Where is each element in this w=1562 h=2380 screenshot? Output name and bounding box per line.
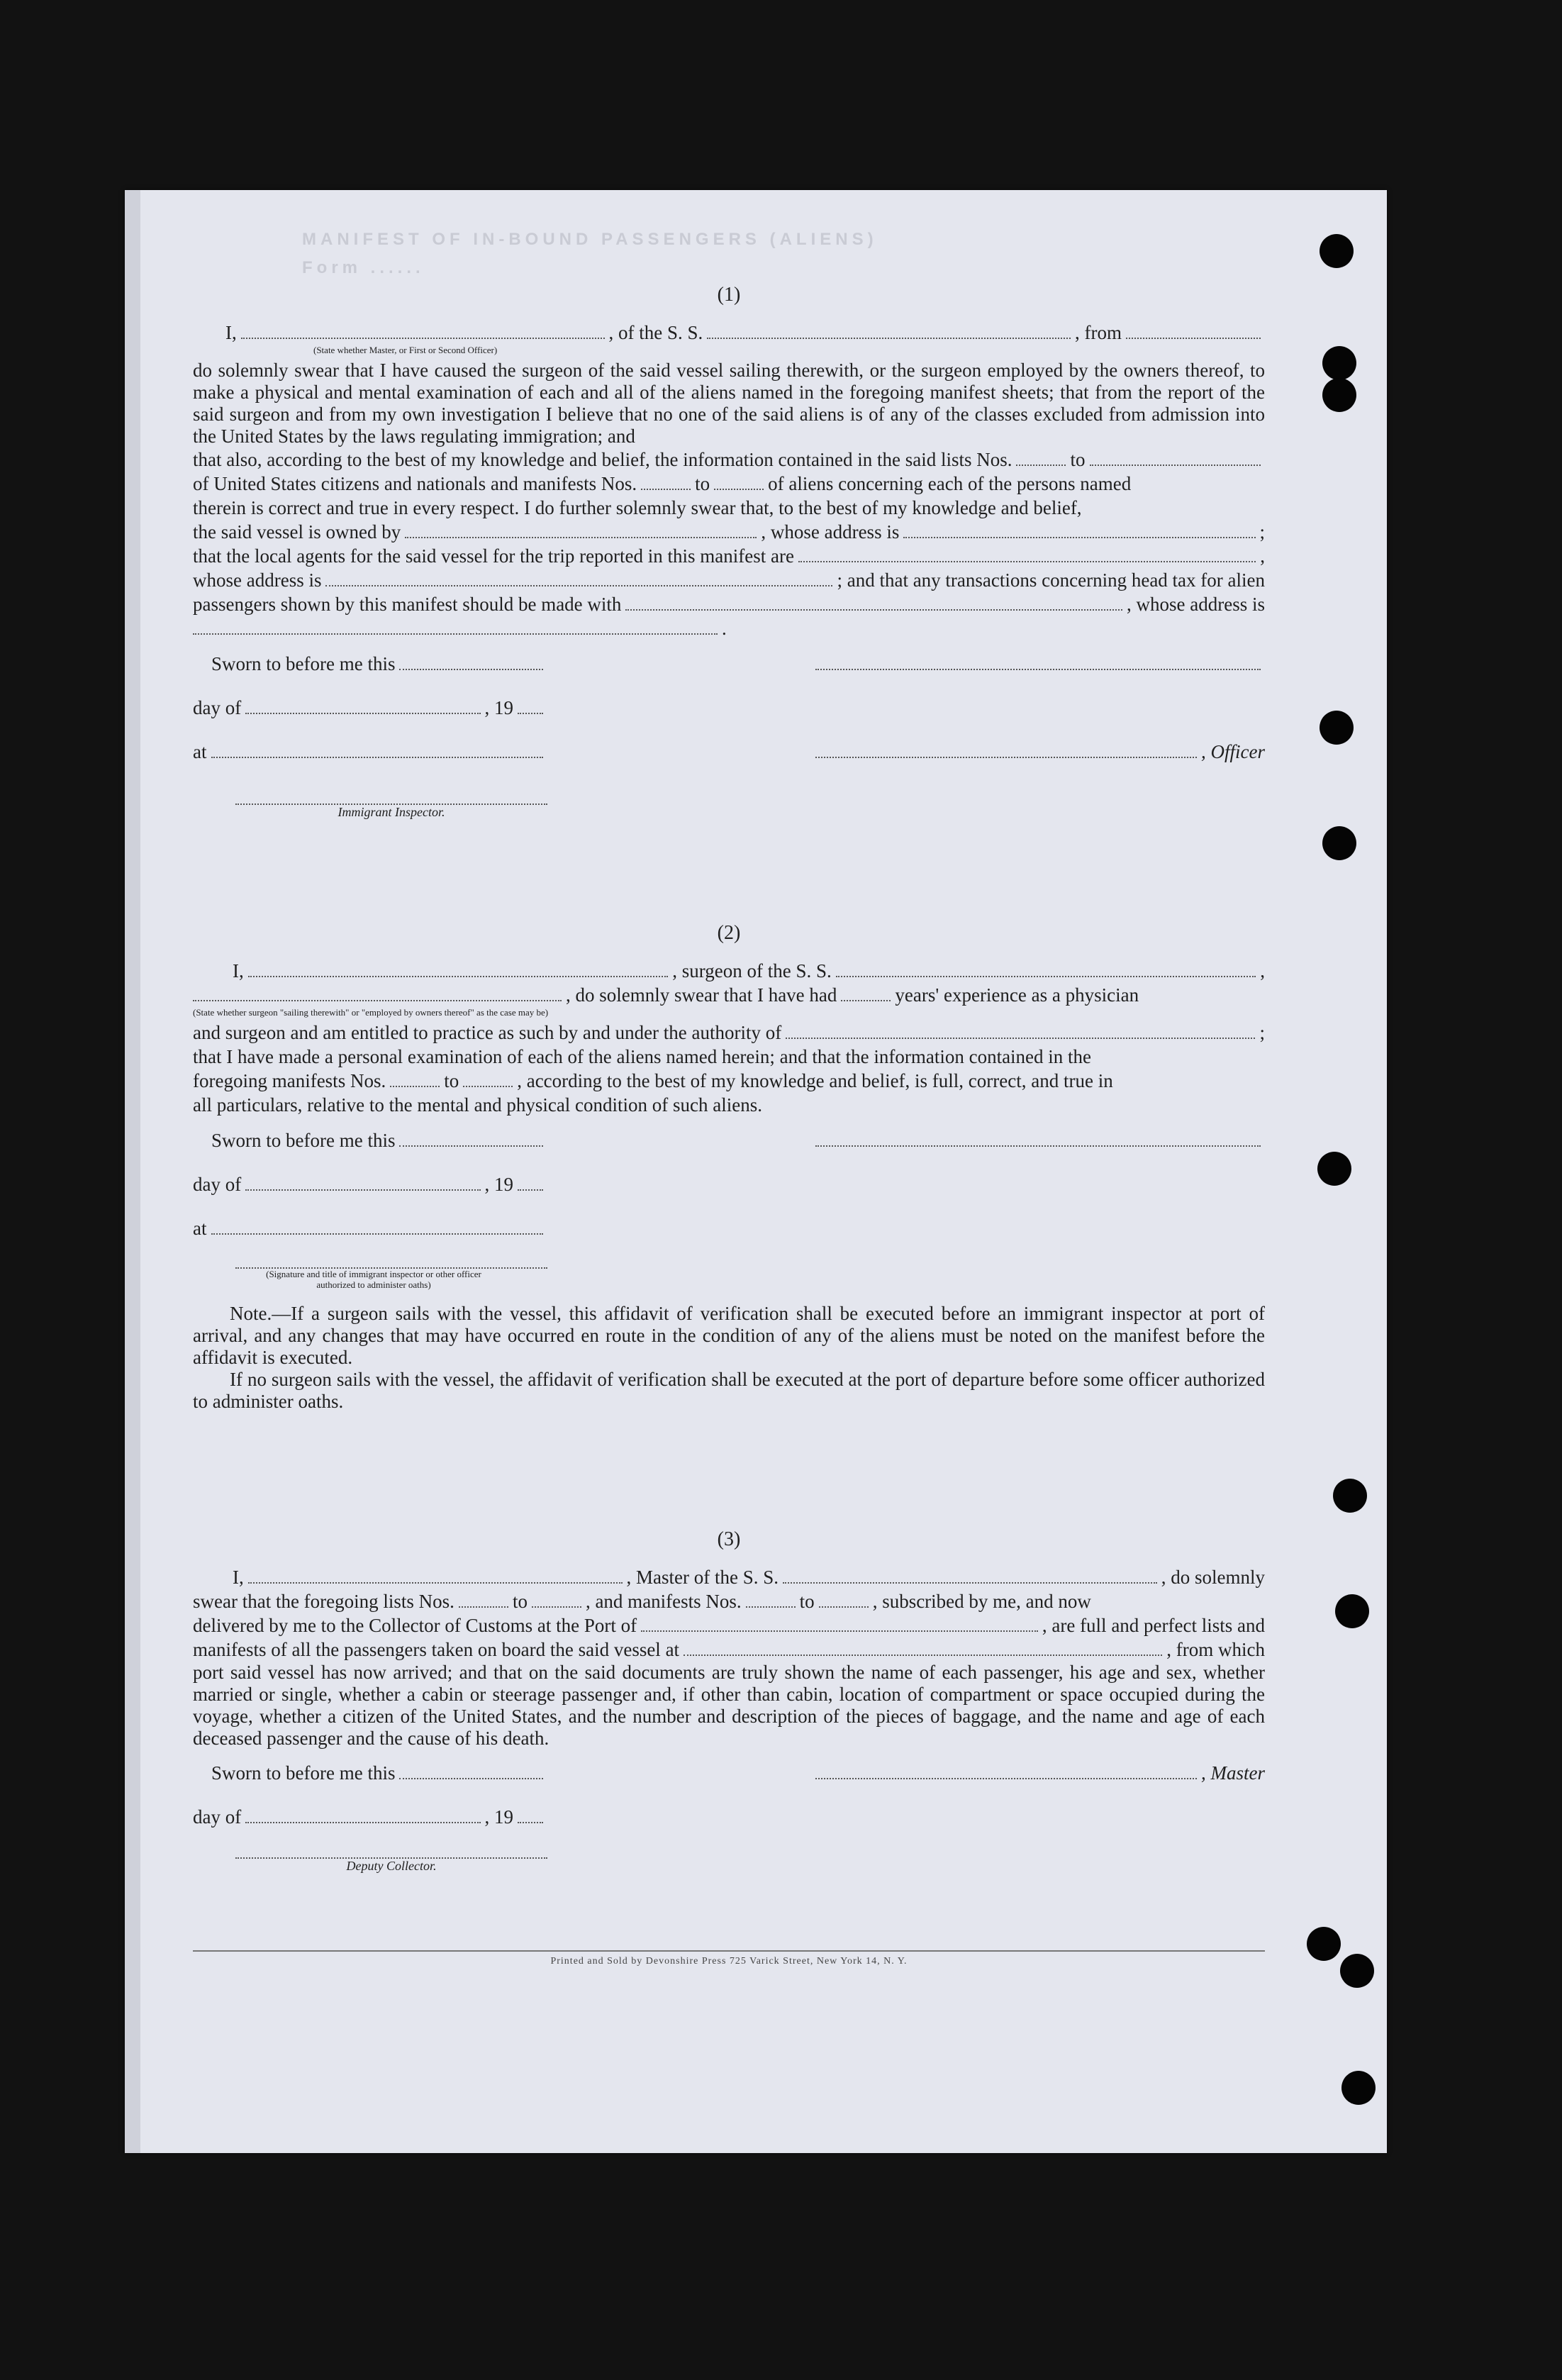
particulars-line: all particulars, relative to the mental and physical condition of such aliens. <box>193 1094 762 1116</box>
master-name-field[interactable] <box>241 322 605 339</box>
text: , Master of the S. S. <box>626 1567 779 1588</box>
text: , and manifests Nos. <box>585 1591 742 1612</box>
text: , are full and perfect lists and <box>1042 1615 1265 1636</box>
text: to <box>695 473 710 494</box>
lists-to-field[interactable] <box>532 1591 581 1608</box>
text: at <box>193 741 207 762</box>
owner-address-field[interactable] <box>903 521 1255 538</box>
lists-line <box>193 447 1265 472</box>
text: , whose address is <box>761 521 900 543</box>
text: foregoing manifests Nos. <box>193 1070 386 1091</box>
officer-signature-field[interactable] <box>815 741 1197 758</box>
from-port-field[interactable] <box>1126 322 1261 339</box>
text: that also, according to the best of my knowledge and belief, the information contained in the said lists Nos. <box>193 449 1012 470</box>
text: the said vessel is owned by <box>193 521 401 543</box>
signature-line <box>811 653 1265 697</box>
at-line <box>193 1218 547 1262</box>
officer-signature <box>811 653 1265 820</box>
surgeon-type-field[interactable] <box>193 984 562 1001</box>
month-field[interactable] <box>245 1806 480 1823</box>
text: . <box>722 618 727 639</box>
headtax-address-line <box>193 616 1265 640</box>
printer-footer: Printed and Sold by Devonshire Press 725 Varick Street, New York 14, N. Y. <box>193 1950 1265 1967</box>
field-caption: (State whether surgeon "sailing therewith" or "employed by owners thereof" as the case may be) <box>193 1007 549 1018</box>
manifest-from-field[interactable] <box>390 1070 440 1087</box>
text: , whose address is <box>1127 594 1265 615</box>
text: , subscribed by me, and now <box>872 1591 1091 1612</box>
text: ; and that any transactions concerning head tax for alien <box>837 569 1265 591</box>
text: , do solemnly swear that I have had <box>566 984 837 1006</box>
punch-hole <box>1341 2071 1376 2105</box>
signature-line <box>811 697 1265 741</box>
text: Sworn to before me this <box>211 653 396 674</box>
agents-address-field[interactable] <box>325 569 832 586</box>
manifest-to-field[interactable] <box>714 473 764 490</box>
lists-line <box>193 1589 1265 1613</box>
punch-hole <box>1317 1152 1351 1186</box>
agents-line <box>193 544 1265 568</box>
sworn-day-field[interactable] <box>399 653 543 670</box>
officer-line <box>811 741 1265 785</box>
authority-field[interactable] <box>786 1022 1255 1039</box>
signature-caption: (Signature and title of immigrant inspector or other officer authorized to administer oaths) <box>266 1269 481 1290</box>
port-line <box>193 1613 1265 1637</box>
text: , surgeon of the S. S. <box>672 960 832 982</box>
boarding-line <box>193 1637 1265 1662</box>
lists-to-field[interactable] <box>1090 449 1261 466</box>
jurat <box>193 1762 547 1874</box>
year-field[interactable] <box>518 697 543 714</box>
agents-field[interactable] <box>798 545 1256 562</box>
text: , according to the best of my knowledge and belief, is full, correct, and true in <box>517 1070 1113 1091</box>
dayof-line <box>193 1806 547 1850</box>
surgeon-signature <box>811 1130 1265 1290</box>
text: day of <box>193 1806 242 1828</box>
note-paragraph: If no surgeon sails with the vessel, the affidavit of verification shall be executed at the port of departure before some officer authorized to administer oaths. <box>193 1369 1265 1412</box>
headtax-field[interactable] <box>625 594 1122 611</box>
signature-block <box>193 1130 1265 1290</box>
text: to <box>1070 449 1086 470</box>
section-2 <box>193 922 1265 1413</box>
text: day of <box>193 1174 242 1195</box>
section-1 <box>193 284 1265 820</box>
faint-header-line: Form ...... <box>302 258 425 277</box>
sworn-day-field[interactable] <box>399 1130 543 1147</box>
surgeon-signature-field[interactable] <box>815 1130 1261 1147</box>
text: , from which <box>1166 1639 1265 1660</box>
text: passengers shown by this manifest should be made with <box>193 594 622 615</box>
manifest-from-field[interactable] <box>641 473 691 490</box>
master-signature <box>811 1762 1265 1874</box>
at-line <box>193 741 547 785</box>
text: of aliens concerning each of the persons named <box>768 473 1132 494</box>
text: swear that the foregoing lists Nos. <box>193 1591 454 1612</box>
punch-hole <box>1307 1927 1341 1961</box>
text: , of the S. S. <box>608 322 703 343</box>
text: delivered by me to the Collector of Customs at the Port of <box>193 1615 637 1636</box>
month-field[interactable] <box>245 697 480 714</box>
punch-hole <box>1322 346 1356 380</box>
manifest-to-field[interactable] <box>463 1070 513 1087</box>
text: to <box>444 1070 459 1091</box>
inspector-caption: Immigrant Inspector. <box>337 805 445 819</box>
master-sign-line <box>811 1762 1265 1806</box>
field-caption: (State whether Master, or First or Second Officer) <box>313 345 498 355</box>
signature-line <box>811 1130 1265 1174</box>
lists-from-field[interactable] <box>1016 449 1066 466</box>
section-number: (2) <box>717 922 741 944</box>
punch-hole <box>1322 826 1356 860</box>
correct-line: therein is correct and true in every respect. I do further solemnly swear that, to the best of my knowledge and belief, <box>193 497 1082 518</box>
section-number: (1) <box>717 284 741 306</box>
place-field[interactable] <box>211 1218 544 1235</box>
experience-line <box>193 983 1265 1007</box>
sworn-day-field[interactable] <box>399 1762 543 1779</box>
text: I, <box>225 322 237 343</box>
text: whose address is <box>193 569 322 591</box>
ship-name-field[interactable] <box>707 322 1071 339</box>
manifest-from-field[interactable] <box>746 1591 796 1608</box>
text: and surgeon and am entitled to practice as such by and under the authority of <box>193 1022 782 1043</box>
text: day of <box>193 697 242 718</box>
punch-hole <box>1335 1594 1369 1628</box>
punch-hole <box>1320 711 1354 745</box>
text: that the local agents for the said vessel for the trip reported in this manifest are <box>193 545 794 567</box>
owner-field[interactable] <box>405 521 757 538</box>
place-field[interactable] <box>211 741 544 758</box>
text: , Master <box>1201 1762 1265 1784</box>
text: , 19 <box>484 697 513 718</box>
master-line <box>193 321 1265 345</box>
text: ; <box>1259 1022 1265 1043</box>
ship-name-field[interactable] <box>836 960 1256 977</box>
jurat <box>193 653 547 820</box>
signature-field-1[interactable] <box>815 653 1261 670</box>
years-field[interactable] <box>841 984 891 1001</box>
jurat <box>193 1130 547 1290</box>
faint-header-line: MANIFEST OF IN-BOUND PASSENGERS (ALIENS) <box>302 230 878 249</box>
punch-hole <box>1322 378 1356 412</box>
year-field[interactable] <box>518 1174 543 1191</box>
text: , from <box>1075 322 1122 343</box>
dayof-line <box>193 697 547 741</box>
signature-block <box>193 1762 1265 1874</box>
page-edge <box>125 190 140 2153</box>
surgeon-line <box>193 959 1265 983</box>
ship-name-field[interactable] <box>783 1567 1157 1584</box>
lists-from-field[interactable] <box>459 1591 508 1608</box>
headtax-line <box>193 592 1265 616</box>
text: Sworn to before me this <box>211 1130 396 1151</box>
text: , <box>1260 960 1266 982</box>
authority-line <box>193 1021 1265 1045</box>
manifests-line <box>193 472 1265 496</box>
master-name-field[interactable] <box>248 1567 623 1584</box>
month-field[interactable] <box>245 1174 480 1191</box>
text: , 19 <box>484 1174 513 1195</box>
examination-line: that I have made a personal examination of each of the aliens named herein; and that the information contained in the <box>193 1046 1092 1067</box>
manifests-line <box>193 1069 1265 1093</box>
port-field[interactable] <box>641 1615 1038 1632</box>
agents-address-line <box>193 568 1265 592</box>
year-field[interactable] <box>518 1806 543 1823</box>
text: at <box>193 1218 207 1239</box>
owner-line <box>193 520 1265 544</box>
form-page <box>125 190 1387 2153</box>
text: manifests of all the passengers taken on board the said vessel at <box>193 1639 680 1660</box>
punch-hole <box>1320 234 1354 268</box>
master-signature-field[interactable] <box>815 1762 1197 1779</box>
text: years' experience as a physician <box>895 984 1139 1006</box>
punch-hole <box>1340 1954 1374 1988</box>
section-3 <box>193 1528 1265 1874</box>
text: I, <box>233 1567 244 1588</box>
manifest-to-field[interactable] <box>819 1591 869 1608</box>
headtax-address-field[interactable] <box>193 618 718 635</box>
text: to <box>512 1591 528 1612</box>
collector-caption: Deputy Collector. <box>346 1859 437 1873</box>
text: , <box>1260 545 1265 567</box>
sworn-line <box>193 653 547 697</box>
oath-paragraph: do solemnly swear that I have caused the surgeon of the said vessel sailing therewith, or the surgeon employed by the owners thereof, to make a physical and mental examination of each and all of the aliens named in the foregoing manifest sheets; that from the report of the said surgeon and from my own investigation I believe that no one of the said aliens is of any of the classes excluded from admission into the United States by the laws regulating immigration; and <box>193 360 1265 447</box>
text: I, <box>233 960 244 982</box>
surgeon-name-field[interactable] <box>248 960 669 977</box>
punch-hole <box>1333 1479 1367 1513</box>
declaration-paragraph: port said vessel has now arrived; and that on the said documents are truly shown the name of each passenger, his age and sex, whether married or single, whether a cabin or steerage passenger and, if other than cabin, location of compartment or space occupied during the voyage, whether a citizen of the United States, and the number and description of the pieces of baggage, and the name and age of each deceased passenger and the cause of his death. <box>193 1662 1265 1749</box>
text: ; <box>1259 521 1266 543</box>
text: , Officer <box>1201 741 1265 762</box>
signature-block <box>193 653 1265 820</box>
text: to <box>799 1591 815 1612</box>
dayof-line <box>193 1174 547 1218</box>
text: of United States citizens and nationals and manifests Nos. <box>193 473 637 494</box>
section-number: (3) <box>717 1528 741 1550</box>
text: Sworn to before me this <box>211 1762 396 1784</box>
text: , 19 <box>484 1806 513 1828</box>
sworn-line <box>193 1762 547 1806</box>
text: , do solemnly <box>1161 1567 1266 1588</box>
boarding-port-field[interactable] <box>684 1639 1162 1656</box>
master-line <box>193 1565 1265 1589</box>
sworn-line <box>193 1130 547 1174</box>
note-paragraph: Note.—If a surgeon sails with the vessel, this affidavit of verification shall be executed before an immigrant inspector at port of arrival, and any changes that may have occurred en route in the condition of any of the aliens must be noted on the manifest before the affidavit is executed. <box>193 1303 1265 1368</box>
